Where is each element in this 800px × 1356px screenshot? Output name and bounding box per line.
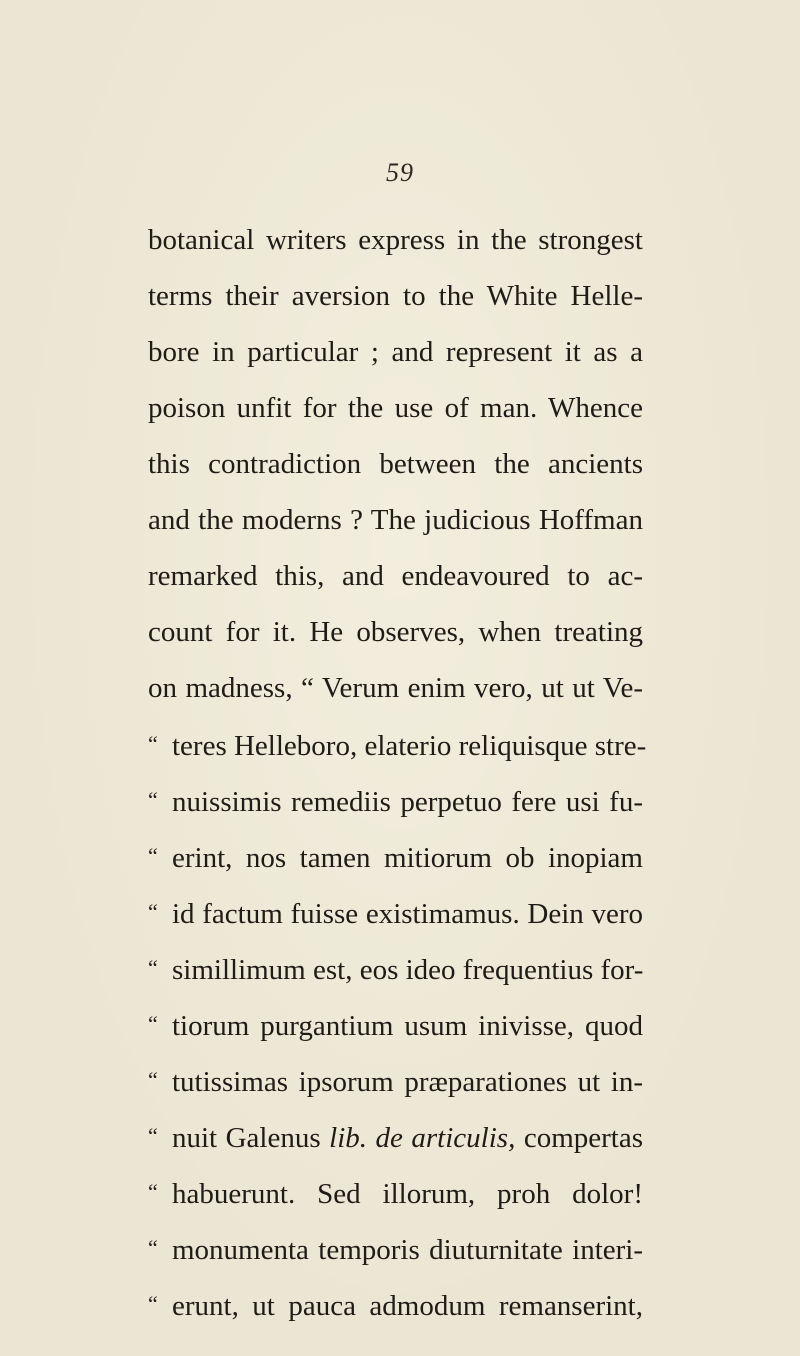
quoted-line: “ teres Helleboro, elaterio reliquisque stre- (148, 716, 643, 772)
text-line: on madness, “ Verum enim vero, ut ut Ve- (148, 672, 643, 704)
quoted-line: “ id factum fuisse existimamus. Dein vero (148, 884, 643, 940)
quote-mark: “ (148, 955, 158, 980)
quoted-line: “ simillimum est, eos ideo frequentius for- (148, 940, 643, 996)
quoted-line: “ tutissimas ipsorum præparationes ut in- (148, 1052, 643, 1108)
quote-mark: “ (148, 1067, 158, 1092)
text-line: this contradiction between the ancients (148, 448, 643, 480)
quote-mark: “ (148, 731, 158, 756)
quoted-line: “ habuerunt. Sed illorum, proh dolor! (148, 1164, 643, 1220)
text-line: poison unfit for the use of man. Whence (148, 392, 643, 424)
text-line: count for it. He observes, when treating (148, 616, 643, 648)
quote-mark: “ (148, 1011, 158, 1036)
quoted-line: “ erint, nos tamen mitiorum ob inopiam (148, 828, 643, 884)
quote-mark: “ (148, 1235, 158, 1260)
text-line: botanical writers express in the strongest (148, 224, 643, 256)
quoted-line: “ nuit Galenus lib. de articulis, compertas (148, 1108, 643, 1164)
quoted-line: “ tiorum purgantium usum inivisse, quod (148, 996, 643, 1052)
text-line: and the moderns ? The judicious Hoffman (148, 504, 643, 536)
quoted-line: “ monumenta temporis diuturnitate interi- (148, 1220, 643, 1276)
quote-mark: “ (148, 1123, 158, 1148)
italic-citation: lib. de articulis, (329, 1122, 516, 1154)
text-line: remarked this, and endeavoured to ac- (148, 560, 643, 592)
text-line: bore in particular ; and represent it as a (148, 336, 643, 368)
quote-mark: “ (148, 1291, 158, 1316)
quote-mark: “ (148, 1179, 158, 1204)
body-text (148, 212, 647, 1332)
quote-mark: “ (148, 899, 158, 924)
quote-mark: “ (148, 843, 158, 868)
page-number: 59 (386, 158, 414, 187)
text-line: terms their aversion to the White Helle- (148, 280, 643, 312)
quoted-line: “ erunt, ut pauca admodum remanserint, (148, 1276, 643, 1332)
quote-mark: “ (148, 787, 158, 812)
quoted-line: “ nuissimis remediis perpetuo fere usi fu- (148, 772, 643, 828)
